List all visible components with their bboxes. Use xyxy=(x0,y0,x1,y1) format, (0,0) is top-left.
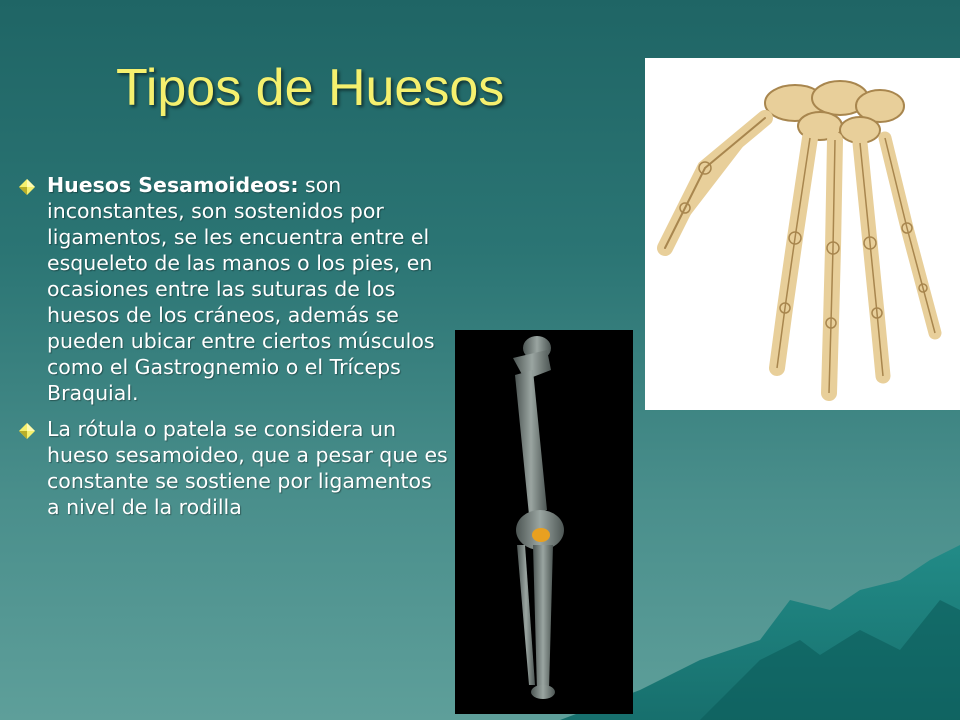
hand-bones-image xyxy=(645,58,960,410)
diamond-bullet-icon xyxy=(18,422,36,440)
bullet-bold-term: Huesos Sesamoideos: xyxy=(47,173,299,197)
leg-bones-image xyxy=(455,330,633,714)
hand-bones-drawing xyxy=(645,58,960,410)
diamond-bullet-icon xyxy=(18,178,36,196)
bullet-body: La rótula o patela se considera un hueso sesamoideo, que a pesar que es constante se sostiene por ligamentos a nivel de la rodilla xyxy=(47,417,448,519)
bullet-body: son inconstantes, son sostenidos por ligamentos, se les encuentra entre el esqueleto de las manos o los pies, en ocasiones entre las suturas de los huesos de los cráneos, además se pueden ubicar entre ciertos músculos como el Gastrognemio o el Tríceps Braquial. xyxy=(47,173,435,405)
bullet-text xyxy=(47,172,450,406)
bullet-list xyxy=(14,172,450,530)
slide-title: Tipos de Huesos xyxy=(116,59,505,117)
leg-bones-drawing xyxy=(455,330,633,714)
bullet-item-patella xyxy=(14,416,450,520)
bullet-text xyxy=(47,416,450,520)
bullet-item-sesamoid xyxy=(14,172,450,406)
